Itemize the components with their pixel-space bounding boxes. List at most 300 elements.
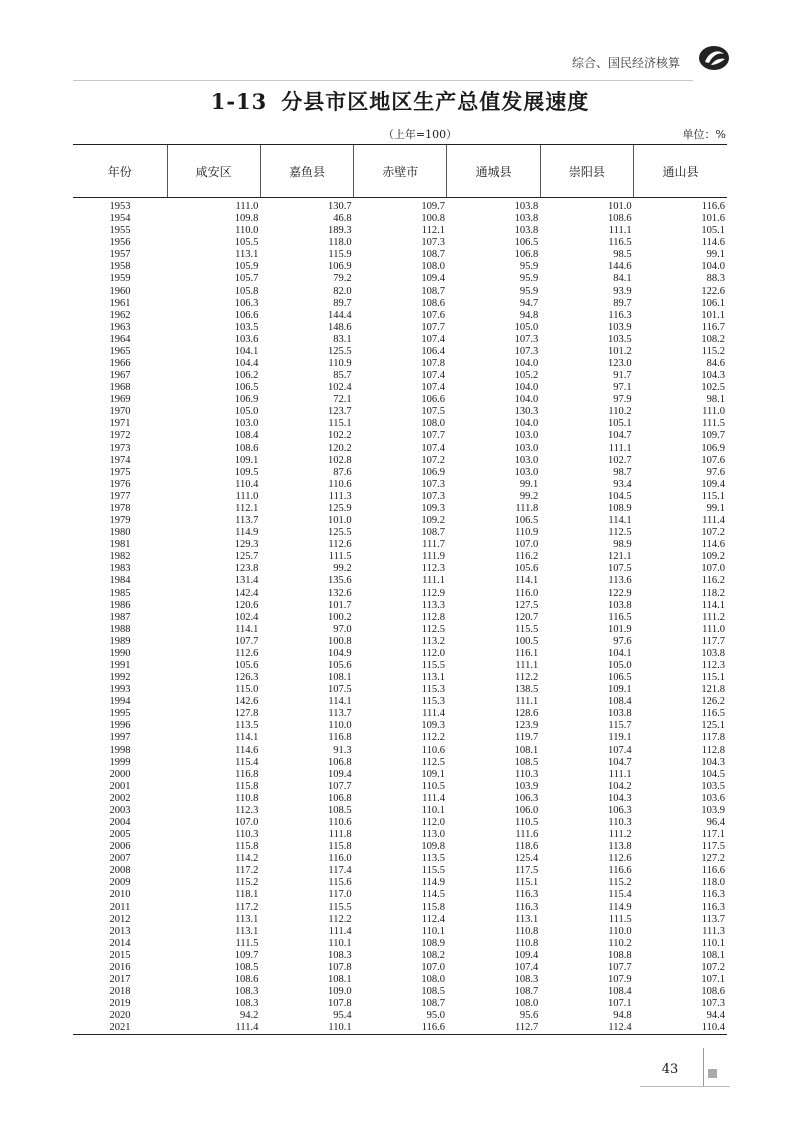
value-cell: 107.3 [421,490,445,502]
value-cell: 104.5 [607,490,632,502]
value-cell: 106.2 [234,370,259,382]
value-cell: 112.3 [421,563,445,575]
year-cell: 2014 [109,937,131,949]
value-cell: 103.0 [514,454,539,466]
year-cell: 2004 [109,816,131,828]
value-cell: 102.8 [328,454,352,466]
table-row [73,732,727,744]
value-cell: 109.5 [234,466,259,478]
table-row [73,575,727,587]
value-cell: 126.3 [234,672,259,684]
value-cell: 46.8 [333,213,352,225]
value-cell: 91.3 [333,744,352,756]
value-cell: 109.1 [421,768,445,780]
year-cell: 1993 [109,684,131,696]
value-cell: 118.2 [701,587,725,599]
year-cell: 2010 [109,889,131,901]
value-cell: 108.5 [234,961,259,973]
value-cell: 110.1 [328,937,352,949]
year-cell: 2011 [109,901,131,913]
table-row [73,370,727,382]
value-cell: 115.5 [421,865,445,877]
value-cell: 93.4 [613,478,632,490]
year-cell: 1959 [109,273,131,285]
year-cell: 1977 [109,490,131,502]
value-cell: 103.0 [234,418,259,430]
value-cell: 116.6 [701,201,725,212]
value-cell: 107.4 [421,382,445,394]
table-row [73,962,727,974]
value-cell: 108.5 [328,804,352,816]
year-cell: 1974 [109,454,131,466]
value-cell: 108.7 [421,249,445,261]
year-cell: 1983 [109,563,131,575]
value-cell: 108.1 [328,672,352,684]
year-cell: 1973 [109,442,131,454]
year-cell: 1976 [109,478,131,490]
table-row [73,310,727,322]
value-cell: 109.8 [421,841,445,853]
value-cell: 112.8 [421,611,445,623]
value-cell: 107.2 [421,454,445,466]
value-cell: 108.1 [514,744,539,756]
value-cell: 108.6 [701,986,725,998]
table-row [73,503,727,515]
table-row [73,551,727,563]
value-cell: 107.7 [234,635,259,647]
table-row [73,986,727,998]
value-cell: 123.8 [234,563,259,575]
value-cell: 95.9 [519,285,539,297]
value-cell: 125.7 [234,551,259,563]
year-cell: 2016 [109,961,131,973]
table-row [73,382,727,394]
value-cell: 108.0 [421,974,445,985]
value-cell: 93.9 [613,285,632,297]
value-cell: 103.8 [607,599,632,611]
value-cell: 114.9 [608,901,632,913]
value-cell: 114.5 [421,889,445,901]
value-cell: 111.1 [608,225,632,237]
value-cell: 113.1 [515,913,539,925]
value-cell: 112.3 [701,659,725,671]
value-cell: 94.8 [613,1010,632,1022]
column-header-county: 赤壁市 [354,145,447,198]
value-cell: 117.2 [235,901,259,913]
value-cell: 115.8 [235,780,259,792]
table-row [73,600,727,612]
value-cell: 108.5 [421,986,445,998]
value-cell: 113.5 [421,853,445,865]
value-cell: 120.2 [328,442,352,454]
value-cell: 111.4 [422,708,445,720]
value-cell: 112.7 [447,1022,540,1035]
value-cell: 108.3 [234,998,259,1010]
value-cell: 116.2 [701,575,725,587]
value-cell: 116.0 [515,587,539,599]
value-cell: 111.2 [608,829,632,841]
table-row [73,829,727,841]
value-cell: 96.4 [706,816,725,828]
value-cell: 115.8 [421,901,445,913]
value-cell: 115.4 [608,889,632,901]
value-cell: 127.8 [234,708,259,720]
value-cell: 117.1 [701,829,725,841]
value-cell: 132.6 [328,587,352,599]
table-row [73,938,727,950]
value-cell: 129.3 [234,539,259,551]
year-cell: 1955 [109,225,131,237]
value-cell: 109.7 [701,430,725,442]
column-header-year: 年份 [73,145,167,198]
value-cell: 108.0 [421,418,445,430]
growth-table [73,144,727,1035]
value-cell: 116.8 [235,768,259,780]
value-cell: 116.6 [354,1022,447,1035]
value-cell: 108.1 [328,974,352,985]
value-cell: 114.1 [515,575,539,587]
value-cell: 115.1 [328,418,352,430]
value-cell: 115.1 [515,877,539,889]
value-cell: 116.5 [608,237,632,249]
value-cell: 99.1 [706,502,725,514]
table-row [73,406,727,418]
value-cell: 123.7 [328,406,352,418]
value-cell: 107.3 [421,237,445,249]
value-cell: 110.9 [328,358,352,370]
value-cell: 94.8 [519,309,539,321]
column-header-county: 咸安区 [167,145,260,198]
table-row [73,877,727,889]
value-cell: 107.2 [701,961,725,973]
value-cell: 111.5 [608,913,632,925]
table-row [73,491,727,503]
value-cell: 109.4 [421,273,445,285]
value-cell: 105.8 [234,285,259,297]
value-cell: 148.6 [328,321,352,333]
value-cell: 117.5 [701,841,725,853]
value-cell: 94.2 [239,1010,259,1022]
value-cell: 106.9 [234,394,259,406]
value-cell: 97.0 [333,623,352,635]
value-cell: 87.6 [333,466,352,478]
year-cell: 1972 [109,430,131,442]
value-cell: 107.1 [701,974,725,985]
value-cell: 109.7 [421,201,445,212]
value-cell: 111.6 [515,829,539,841]
value-cell: 106.8 [328,792,352,804]
year-cell: 1988 [109,623,131,635]
value-cell: 111.1 [608,768,632,780]
year-cell: 1971 [109,418,131,430]
value-cell: 125.4 [514,853,539,865]
value-cell: 116.3 [515,889,539,901]
value-cell: 100.2 [328,611,352,623]
value-cell: 142.4 [234,587,259,599]
value-cell: 107.8 [421,358,445,370]
value-cell: 105.2 [514,370,539,382]
value-cell: 103.8 [514,201,539,212]
value-cell: 101.1 [701,309,725,321]
value-cell: 113.1 [235,249,259,261]
year-cell: 2007 [109,853,131,865]
value-cell: 84.1 [613,273,632,285]
table-row [73,298,727,310]
value-cell: 115.2 [235,877,259,889]
value-cell: 116.3 [701,901,725,913]
value-cell: 122.9 [607,587,632,599]
value-cell: 115.5 [328,901,352,913]
year-cell: 1995 [109,708,131,720]
value-cell: 111.3 [702,925,725,937]
year-cell: 1990 [109,647,131,659]
year-cell: 1963 [109,321,131,333]
value-cell: 108.3 [234,986,259,998]
value-cell: 95.9 [519,261,539,273]
value-cell: 104.0 [514,418,539,430]
year-cell: 1978 [109,502,131,514]
value-cell: 103.0 [514,442,539,454]
value-cell: 119.1 [608,732,632,744]
year-cell: 1965 [109,345,131,357]
value-cell: 99.1 [706,249,725,261]
year-cell: 2009 [109,877,131,889]
value-cell: 112.5 [608,527,632,539]
year-cell: 1991 [109,659,131,671]
year-cell: 1954 [109,213,131,225]
value-cell: 107.7 [328,780,352,792]
value-cell: 98.1 [706,394,725,406]
value-cell: 110.1 [421,804,445,816]
value-cell: 107.8 [328,961,352,973]
value-cell: 116.6 [701,865,725,877]
value-cell: 113.5 [235,720,259,732]
value-cell: 113.1 [421,672,445,684]
value-cell: 111.9 [422,551,445,563]
value-cell: 104.1 [234,345,259,357]
value-cell: 107.7 [421,321,445,333]
value-cell: 144.6 [607,261,632,273]
value-cell: 123.0 [607,358,632,370]
value-cell: 107.5 [607,563,632,575]
value-cell: 110.2 [608,406,632,418]
table-row [73,781,727,793]
value-cell: 109.7 [234,949,259,961]
value-cell: 102.5 [701,382,725,394]
value-cell: 112.3 [235,804,259,816]
value-cell: 111.0 [235,201,259,212]
unit-label: 单位：% [682,128,726,141]
year-cell: 1982 [109,551,131,563]
value-cell: 108.6 [234,442,259,454]
table-row [73,612,727,624]
value-cell: 120.7 [514,611,539,623]
column-header-county: 嘉鱼县 [260,145,353,198]
table-row [73,708,727,720]
table-row [73,430,727,442]
value-cell: 112.6 [608,853,632,865]
value-cell: 110.1 [260,1022,353,1035]
value-cell: 103.6 [701,792,725,804]
value-cell: 110.0 [328,720,352,732]
value-cell: 106.5 [514,515,539,527]
value-cell: 110.5 [515,816,539,828]
value-cell: 108.4 [234,430,259,442]
value-cell: 110.6 [328,478,352,490]
value-cell: 105.0 [514,321,539,333]
table-row [73,793,727,805]
value-cell: 112.1 [235,502,259,514]
value-cell: 107.3 [421,478,445,490]
value-cell: 116.5 [701,708,725,720]
value-cell: 110.6 [328,816,352,828]
table-row [73,322,727,334]
value-cell: 111.8 [515,502,539,514]
table-row [73,225,727,237]
year-cell: 2008 [109,865,131,877]
value-cell: 109.1 [607,684,632,696]
year-cell: 1953 [109,201,131,212]
value-cell: 104.0 [514,358,539,370]
page-title [0,86,800,116]
year-cell: 2001 [109,780,131,792]
value-cell: 108.4 [607,986,632,998]
year-cell: 1975 [109,466,131,478]
table-row [73,672,727,684]
value-cell: 116.5 [608,611,632,623]
value-cell: 106.5 [234,382,259,394]
value-cell: 105.6 [234,659,259,671]
value-cell: 99.1 [519,478,539,490]
value-cell: 118.1 [235,889,259,901]
value-cell: 107.2 [701,527,725,539]
value-cell: 114.9 [235,527,259,539]
value-cell: 113.6 [608,575,632,587]
value-cell: 100.8 [421,213,445,225]
value-cell: 105.1 [607,418,632,430]
value-cell: 103.6 [234,333,259,345]
table-row [73,479,727,491]
value-cell: 138.5 [514,684,539,696]
value-cell: 99.2 [519,490,539,502]
value-cell: 127.2 [701,853,725,865]
table-row [73,745,727,757]
value-cell: 85.7 [333,370,352,382]
value-cell: 110.0 [235,225,259,237]
value-cell: 103.8 [514,213,539,225]
value-cell: 107.4 [421,442,445,454]
year-cell: 1985 [109,587,131,599]
value-cell: 104.0 [514,382,539,394]
year-cell: 2002 [109,792,131,804]
value-cell: 110.1 [701,937,725,949]
value-cell: 101.0 [607,201,632,212]
value-cell: 107.0 [514,539,539,551]
table-row [73,865,727,877]
table-row [73,588,727,600]
value-cell: 108.1 [701,949,725,961]
value-cell: 107.6 [421,309,445,321]
value-cell: 144.4 [328,309,352,321]
value-cell: 94.4 [706,1010,725,1022]
value-cell: 101.7 [328,599,352,611]
value-cell: 108.9 [607,502,632,514]
year-cell: 2017 [109,974,131,985]
value-cell: 115.8 [328,841,352,853]
value-cell: 109.2 [701,551,725,563]
value-cell: 114.2 [235,853,259,865]
value-cell: 106.9 [701,442,725,454]
value-cell: 113.1 [235,913,259,925]
value-cell: 113.3 [421,599,445,611]
table-row [73,902,727,914]
year-cell: 1970 [109,406,131,418]
value-cell: 110.1 [421,925,445,937]
table-row [73,198,727,214]
table-row [73,346,727,358]
value-cell: 110.4 [235,478,259,490]
value-cell: 116.3 [701,889,725,901]
value-cell: 106.3 [607,804,632,816]
value-cell: 95.4 [333,1010,352,1022]
value-cell: 97.9 [613,394,632,406]
value-cell: 95.6 [519,1010,539,1022]
value-cell: 108.0 [514,998,539,1010]
value-cell: 102.2 [328,430,352,442]
value-cell: 101.0 [328,515,352,527]
year-cell: 1957 [109,249,131,261]
value-cell: 105.9 [234,261,259,273]
value-cell: 115.4 [235,756,259,768]
value-cell: 130.7 [328,201,352,212]
value-cell: 128.6 [514,708,539,720]
value-cell: 101.2 [607,345,632,357]
value-cell: 125.5 [328,345,352,357]
value-cell: 130.3 [514,406,539,418]
value-cell: 112.6 [235,647,259,659]
table-row [73,467,727,479]
value-cell: 103.0 [514,430,539,442]
year-cell: 2000 [109,768,131,780]
value-cell: 115.8 [235,841,259,853]
table-row [73,998,727,1010]
value-cell: 108.9 [421,937,445,949]
year-cell: 1969 [109,394,131,406]
value-cell: 113.8 [608,841,632,853]
value-cell: 103.5 [701,780,725,792]
value-cell: 99.2 [333,563,352,575]
value-cell: 105.0 [607,659,632,671]
value-cell: 108.6 [421,297,445,309]
value-cell: 111.5 [328,551,352,563]
year-cell: 1962 [109,309,131,321]
table-row [73,455,727,467]
value-cell: 108.3 [514,974,539,985]
page-marker-square [708,1069,717,1078]
value-cell: 98.7 [613,466,632,478]
value-cell: 111.0 [235,490,259,502]
value-cell: 113.7 [701,913,725,925]
value-cell: 113.7 [328,708,352,720]
table-row [73,769,727,781]
value-cell: 116.3 [608,309,632,321]
value-cell: 122.6 [701,285,725,297]
year-cell: 1997 [109,732,131,744]
value-cell: 100.8 [328,635,352,647]
value-cell: 118.6 [515,841,539,853]
value-cell: 104.2 [607,780,632,792]
value-cell: 111.8 [328,829,352,841]
